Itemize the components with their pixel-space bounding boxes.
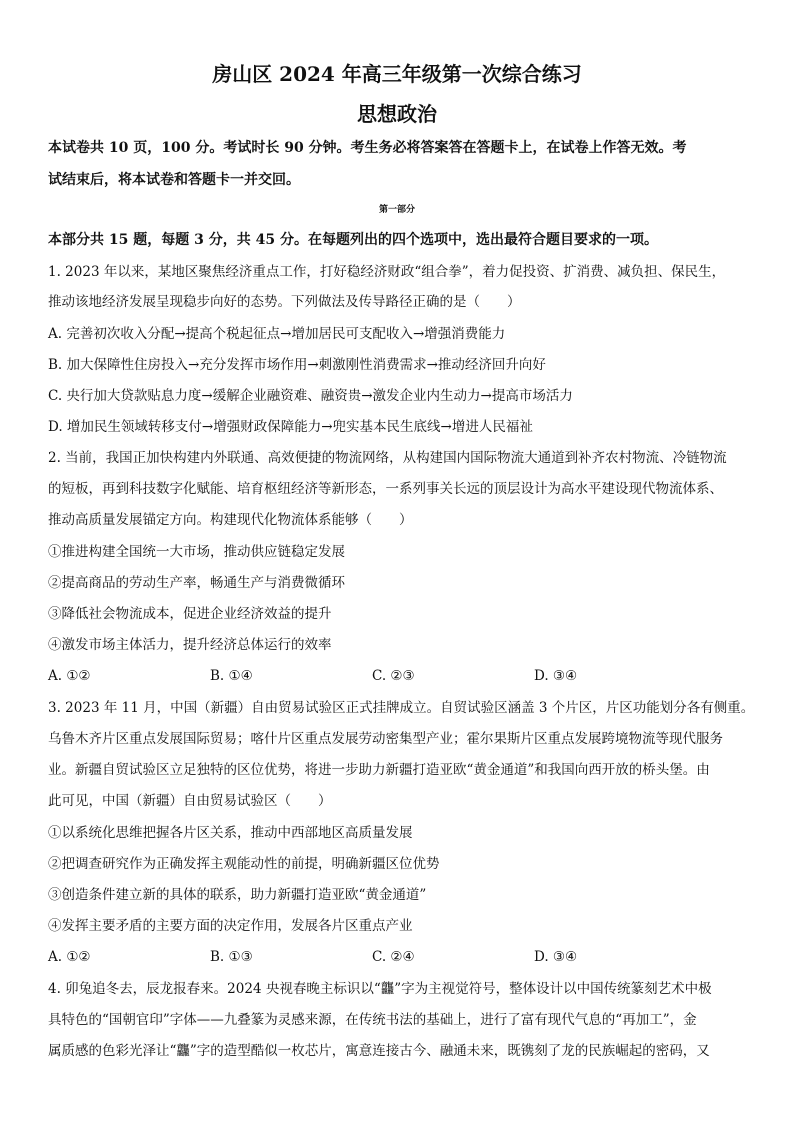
instructions-line-1: 本试卷共 10 页，100 分。考试时长 90 分钟。考生务必将答案答在答题卡上，在试卷上作答无效。考 <box>48 140 687 156</box>
q1-option-a: A. 完善初次收入分配→提高个税起征点→增加居民可支配收入→增强消费能力 <box>48 326 506 342</box>
q3-option-d: D. ③④ <box>534 949 578 965</box>
q1-option-c: C. 央行加大贷款贴息力度→缓解企业融资难、融资贵→激发企业内生动力→提高市场活力 <box>48 388 573 404</box>
q1-stem-line-1: 1. 2023 年以来，某地区聚焦经济重点工作，打好稳经济财政“组合拳”，着力促投资、扩消费、减负担、保民生， <box>48 264 726 280</box>
q1-option-d: D. 增加民生领域转移支付→增强财政保障能力→兜实基本民生底线→增进人民福祉 <box>48 419 533 435</box>
q3-statement-3: ③创造条件建立新的具体的联系，助力新疆打造亚欧“黄金通道” <box>48 887 427 903</box>
q3-option-b: B. ①③ <box>210 949 253 965</box>
q1-stem-line-2: 推动该地经济发展呈现稳步向好的态势。下列做法及传导路径正确的是（ ） <box>48 294 521 310</box>
q2-stem-line-3: 推动高质量发展锚定方向。构建现代化物流体系能够（ ） <box>48 512 413 528</box>
q1-option-b: B. 加大保障性住房投入→充分发挥市场作用→刺激刚性消费需求→推动经济回升向好 <box>48 357 546 373</box>
q4-stem-line-1: 4. 卯兔追冬去，辰龙报春来。2024 央视春晚主标识以“龘”字为主视觉符号，整体设计以中国传统篆刻艺术中极 <box>48 981 712 997</box>
q3-statement-4: ④发挥主要矛盾的主要方面的决定作用，发展各片区重点产业 <box>48 918 413 934</box>
part-title: 第一部分 <box>378 205 415 215</box>
q2-statement-1: ①推进构建全国统一大市场，推动供应链稳定发展 <box>48 544 345 560</box>
q3-stem-line-4: 此可见，中国（新疆）自由贸易试验区（ ） <box>48 793 332 809</box>
q3-statement-2: ②把调查研究作为正确发挥主观能动性的前提，明确新疆区位优势 <box>48 856 440 872</box>
q3-option-c: C. ②④ <box>372 949 415 965</box>
q2-option-b: B. ①④ <box>210 668 253 684</box>
q3-statement-1: ①以系统化思维把握各片区关系，推动中西部地区高质量发展 <box>48 825 413 841</box>
q2-option-a: A. ①② <box>48 668 91 684</box>
q2-option-c: C. ②③ <box>372 668 415 684</box>
q2-option-d: D. ③④ <box>534 668 578 684</box>
subject-title: 思想政治 <box>357 102 437 126</box>
q4-stem-line-3: 属质感的色彩光泽让“龘”字的造型酷似一枚芯片，寓意连接古今、融通未来，既镌刻了龙的民族崛起的密码，又 <box>48 1043 710 1059</box>
q2-stem-line-1: 2. 当前，我国正加快构建内外联通、高效便捷的物流网络，从构建国内国际物流大通道到补齐农村物流、冷链物流 <box>48 450 727 466</box>
part-description: 本部分共 15 题，每题 3 分，共 45 分。在每题列出的四个选项中，选出最符合题目要求的一项。 <box>48 232 658 248</box>
q3-stem-line-3: 业。新疆自贸试验区立足独特的区位优势，将进一步助力新疆打造亚欧“黄金通道”和我国向西开放的桥头堡。由 <box>48 762 710 778</box>
q4-stem-line-2: 具特色的“国朝官印”字体——九叠篆为灵感来源，在传统书法的基础上，进行了富有现代气息的“再加工”，金 <box>48 1012 697 1028</box>
q2-statement-2: ②提高商品的劳动生产率，畅通生产与消费微循环 <box>48 575 345 591</box>
q3-stem-line-2: 乌鲁木齐片区重点发展国际贸易；喀什片区重点发展劳动密集型产业；霍尔果斯片区重点发展跨境物流等现代服务 <box>48 731 723 747</box>
exam-title: 房山区 2024 年高三年级第一次综合练习 <box>212 62 582 86</box>
q2-statement-4: ④激发市场主体活力，提升经济总体运行的效率 <box>48 637 332 653</box>
q2-statement-3: ③降低社会物流成本，促进企业经济效益的提升 <box>48 606 332 622</box>
q3-option-a: A. ①② <box>48 949 91 965</box>
q2-stem-line-2: 的短板，再到科技数字化赋能、培育枢纽经济等新形态，一系列事关长远的顶层设计为高水平建设现代物流体系、 <box>48 481 723 497</box>
q3-stem-line-1: 3. 2023 年 11 月，中国（新疆）自由贸易试验区正式挂牌成立。自贸试验区涵盖 3 个片区，片区功能划分各有侧重。 <box>48 700 755 716</box>
instructions-line-2: 试结束后，将本试卷和答题卡一并交回。 <box>48 172 300 188</box>
